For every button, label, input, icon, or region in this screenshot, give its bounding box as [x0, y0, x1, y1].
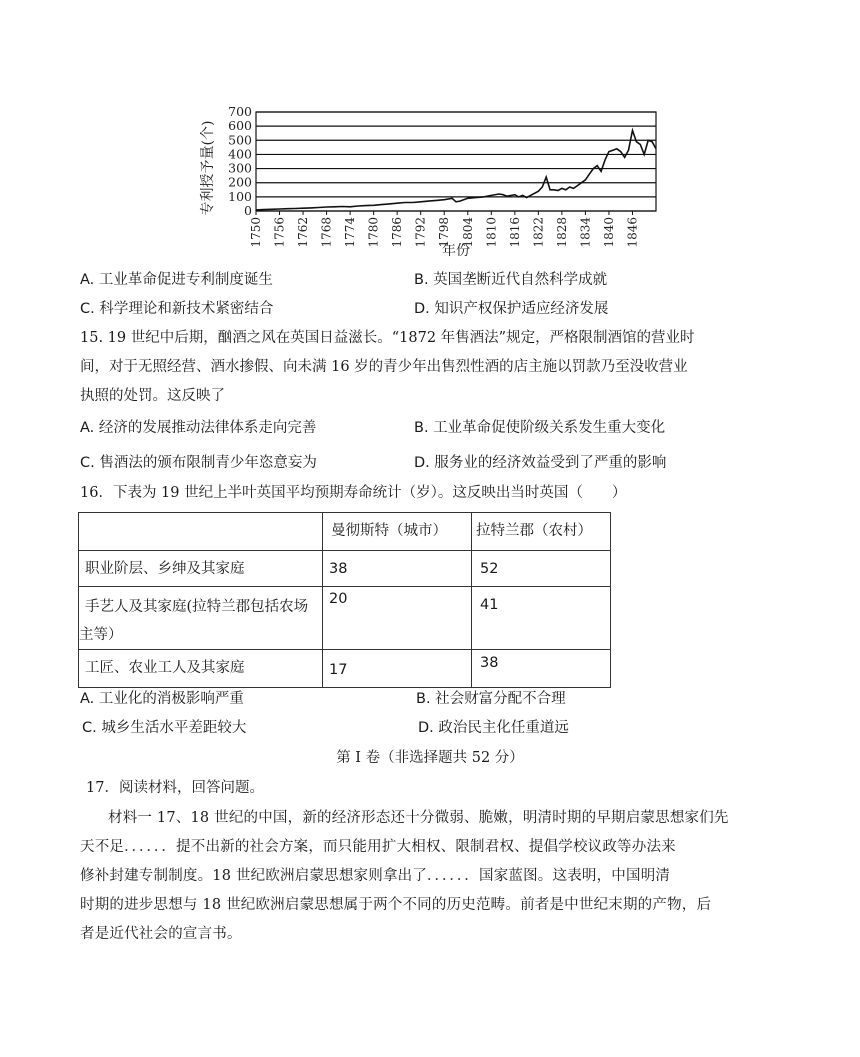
y-tick-label: 0 [244, 203, 252, 218]
q17-material-line3: 修补封建专制制度。18 世纪欧洲启蒙思想家则拿出了．．．．．．国家蓝图。这表明，中国明清 [80, 868, 671, 884]
row-city-value: 38 [323, 551, 472, 587]
y-tick-label: 700 [228, 104, 252, 119]
table-row [79, 551, 611, 587]
q16-option-d[interactable]: D. 政治民主化任重道远 [418, 720, 569, 736]
q15-stem-line3: 执照的处罚。这反映了 [80, 388, 225, 404]
table-row [79, 587, 611, 650]
x-axis-title: 年份 [442, 243, 470, 259]
patent-grant-chart [196, 100, 666, 260]
chart-grid [256, 112, 656, 211]
q17-material-line5: 者是近代社会的宣言书。 [80, 926, 242, 942]
x-tick-label: 1828 [554, 217, 569, 248]
q17-stem: 17．阅读材料，回答问题。 [86, 780, 264, 796]
q16-option-a[interactable]: A. 工业化的消极影响严重 [80, 691, 244, 707]
x-tick-label: 1846 [625, 217, 640, 248]
x-tick-label: 1762 [296, 217, 311, 248]
y-axis-title: 专利授予量(个) [200, 120, 216, 216]
x-tick-label: 1768 [319, 217, 334, 248]
q15-stem-line1: 15. 19 世纪中后期，酗酒之风在英国日益滋长。“1872 年售酒法”规定，严格限制酒馆的营业时 [80, 330, 695, 346]
q17-material [80, 804, 740, 949]
x-tick-label: 1750 [249, 217, 263, 248]
y-tick-label: 400 [228, 146, 252, 162]
x-tick-label: 1822 [531, 217, 546, 248]
q14-option-c[interactable]: C. 科学理论和新技术紧密结合 [80, 301, 274, 317]
q14-option-d[interactable]: D. 知识产权保护适应经济发展 [414, 301, 609, 317]
q17-material-line2: 天不足．．．．．．提不出新的社会方案，而只能用扩大相权、限制君权、提倡学校议政等办法来 [80, 839, 676, 855]
row-city-value: 17 [323, 650, 472, 688]
q16-option-c[interactable]: C. 城乡生活水平差距较大 [82, 720, 247, 736]
x-tick-label: 1756 [272, 217, 287, 248]
table-header-city: 曼彻斯特（城市） [323, 513, 472, 551]
x-tick-label: 1804 [460, 217, 475, 248]
table-header-rural: 拉特兰郡（农村） [472, 513, 611, 551]
y-tick-label: 600 [228, 118, 252, 134]
row-label-line2: 主等） [79, 627, 123, 643]
x-tick-label: 1840 [601, 217, 616, 248]
row-rural-value: 38 [472, 650, 611, 688]
x-tick-label: 1810 [484, 217, 499, 248]
q17-material-line1: 材料一 17、18 世纪的中国，新的经济形态还十分微弱、脆嫩，明清时期的早期启蒙思想家们先 [108, 810, 729, 826]
y-tick-labels [228, 104, 252, 218]
x-tick-label: 1798 [437, 217, 452, 248]
x-tick-label: 1774 [343, 217, 358, 248]
x-tick-label: 1786 [390, 217, 405, 248]
x-tick-label: 1834 [578, 217, 593, 248]
q14-option-b[interactable]: B. 英国垄断近代自然科学成就 [414, 272, 608, 288]
table-header-empty [79, 513, 323, 551]
q15-stem-line2: 间，对于无照经营、酒水掺假、向未满 16 岁的青少年出售烈性酒的店主施以罚款乃至没收营业 [80, 359, 688, 375]
row-rural-value: 41 [472, 587, 611, 650]
table-header-row [79, 513, 611, 551]
y-tick-label: 200 [228, 174, 252, 190]
row-label-line1: 手艺人及其家庭(拉特兰郡包括农场 [85, 599, 309, 615]
row-label: 工匠、农业工人及其家庭 [79, 650, 323, 688]
x-tick-label: 1816 [507, 217, 522, 248]
life-expectancy-table [78, 512, 611, 688]
row-label [79, 587, 323, 650]
q15-option-a[interactable]: A. 经济的发展推动法律体系走向完善 [80, 420, 317, 436]
chart-frame [256, 112, 656, 211]
row-rural-value: 52 [472, 551, 611, 587]
q14-option-a[interactable]: A. 工业革命促进专利制度诞生 [80, 272, 273, 288]
q15-option-b[interactable]: B. 工业革命促使阶级关系发生重大变化 [414, 420, 666, 436]
section-title: 第 I 卷（非选择题共 52 分） [336, 750, 524, 766]
patent-series-line [256, 130, 656, 210]
q17-material-line4: 时期的进步思想与 18 世纪欧洲启蒙思想属于两个不同的历史范畴。前者是中世纪末期的产物，后 [80, 897, 712, 913]
row-label: 职业阶层、乡绅及其家庭 [79, 551, 323, 587]
q15-option-c[interactable]: C. 售酒法的颁布限制青少年恣意妄为 [80, 455, 317, 471]
x-tick-label: 1780 [366, 217, 381, 248]
q15-option-d[interactable]: D. 服务业的经济效益受到了严重的影响 [414, 455, 667, 471]
q16-stem: 16．下表为 19 世纪上半叶英国平均预期寿命统计（岁）。这反映出当时英国（ ） [80, 485, 627, 501]
y-tick-label: 500 [228, 132, 252, 148]
x-tick-label: 1792 [413, 217, 428, 248]
y-tick-label: 300 [228, 160, 252, 176]
y-tick-label: 100 [228, 188, 252, 204]
q16-option-b[interactable]: B. 社会财富分配不合理 [416, 691, 566, 707]
y-axis-label [199, 121, 216, 216]
row-city-value: 20 [323, 587, 472, 650]
table-row [79, 650, 611, 688]
